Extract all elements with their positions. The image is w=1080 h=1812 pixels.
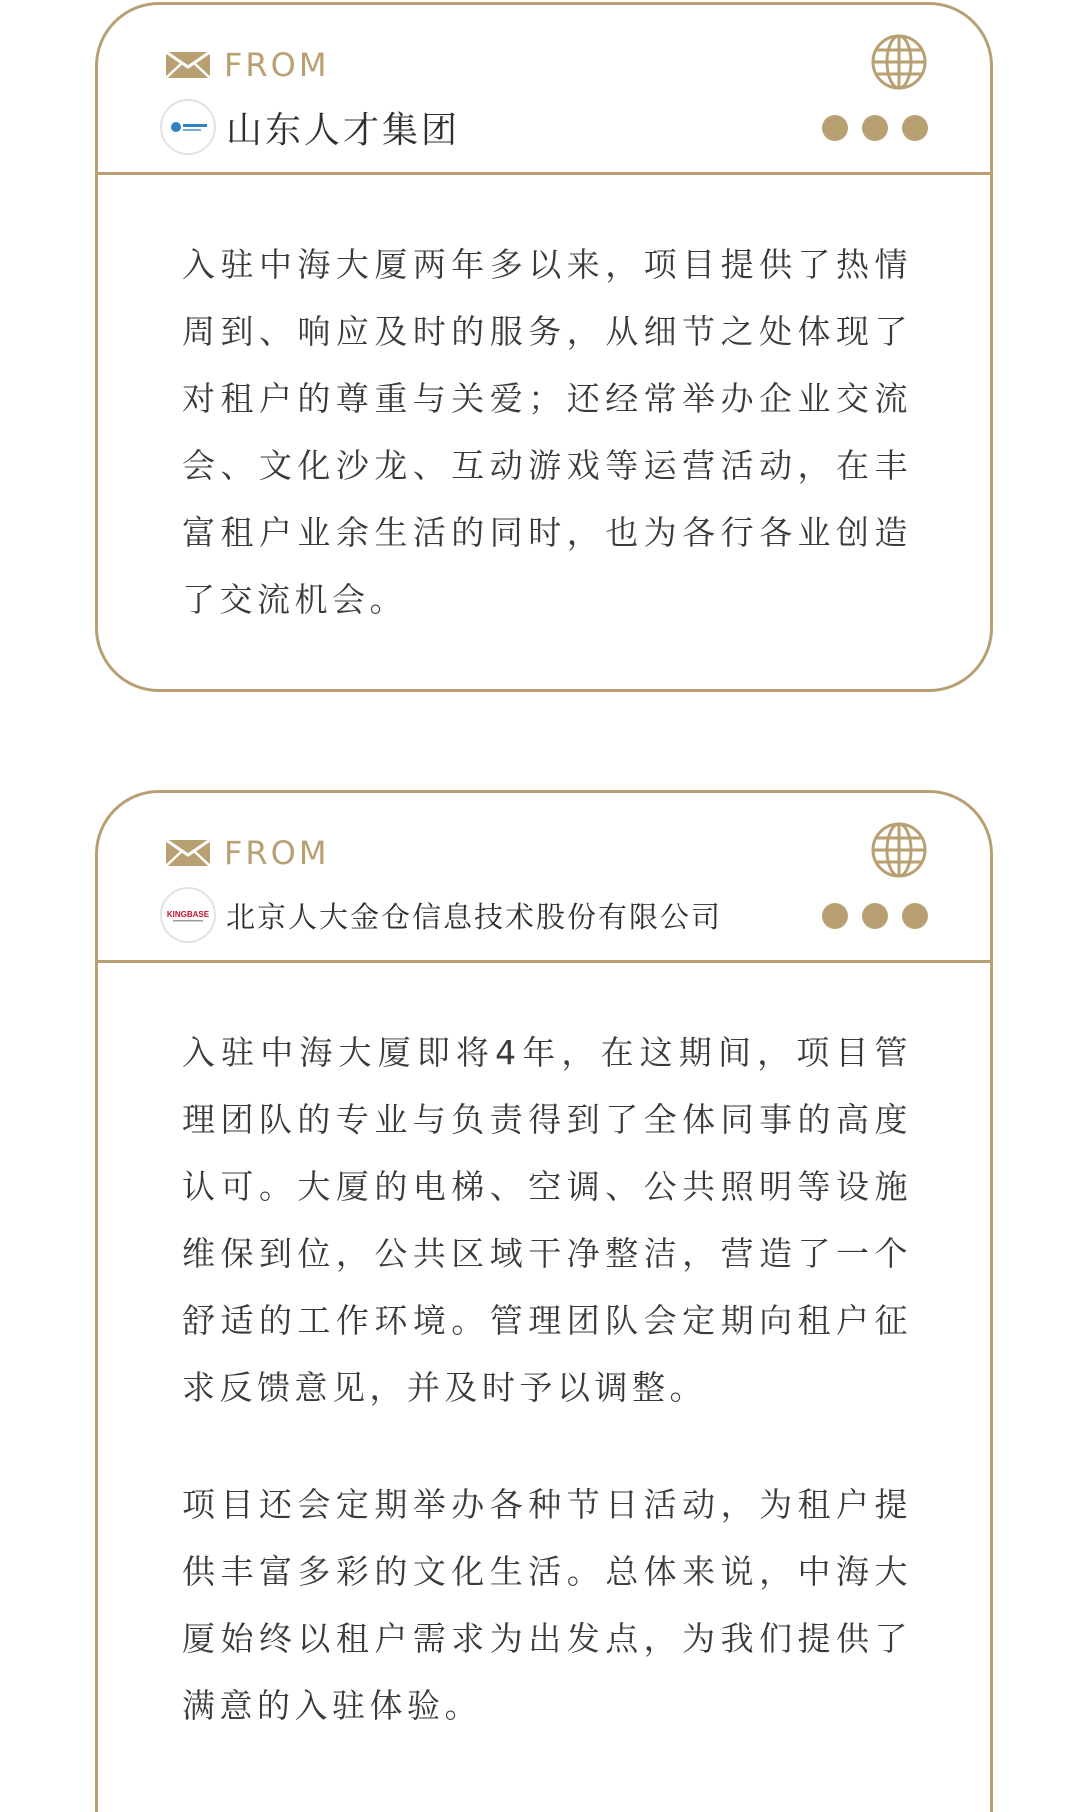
dots-decoration (822, 115, 928, 141)
from-row (166, 45, 329, 85)
testimonial-paragraph: 入驻中海大厦即将4年，在这期间，项目管理团队的专业与负责得到了全体同事的高度认可。大厦的电梯、空调、公共照明等设施维保到位，公共区域干净整洁，营造了一个舒适的工作环境。管理团队会定期向租户征求反馈意见，并及时予以调整。 (182, 1033, 912, 1407)
company-logo (160, 887, 216, 943)
card-body (98, 175, 990, 633)
from-row (166, 833, 329, 873)
company-row (160, 885, 722, 945)
dot (862, 115, 888, 141)
card-header (98, 793, 990, 963)
dot (902, 903, 928, 929)
company-logo (160, 99, 216, 155)
testimonial-paragraph: 项目还会定期举办各种节日活动，为租户提供丰富多彩的文化生活。总体来说，中海大厦始终以租户需求为出发点，为我们提供了满意的入驻体验。 (182, 1485, 912, 1725)
globe-icon (870, 33, 928, 91)
card-header (98, 5, 990, 175)
dot (862, 903, 888, 929)
globe-icon (870, 821, 928, 879)
dot (822, 115, 848, 141)
dots-decoration (822, 903, 928, 929)
dot (822, 903, 848, 929)
testimonial-card (95, 790, 993, 1812)
company-name: 山东人才集团 (226, 109, 461, 151)
envelope-icon (166, 840, 210, 866)
company-row (160, 97, 460, 157)
svg-text:KINGBASE: KINGBASE (166, 910, 210, 919)
envelope-icon (166, 52, 210, 78)
shandong-logo-icon (164, 103, 212, 151)
testimonial-card (95, 2, 993, 692)
from-label: FROM (224, 834, 330, 872)
dot (902, 115, 928, 141)
card-body (98, 963, 990, 1739)
kingbase-logo-icon (163, 905, 213, 925)
from-label: FROM (224, 46, 330, 84)
company-name: 北京人大金仓信息技术股份有限公司 (226, 899, 723, 934)
testimonial-paragraph: 入驻中海大厦两年多以来，项目提供了热情周到、响应及时的服务，从细节之处体现了对租户的尊重与关爱；还经常举办企业交流会、文化沙龙、互动游戏等运营活动，在丰富租户业余生活的同时，也为各行各业创造了交流机会。 (182, 245, 912, 619)
